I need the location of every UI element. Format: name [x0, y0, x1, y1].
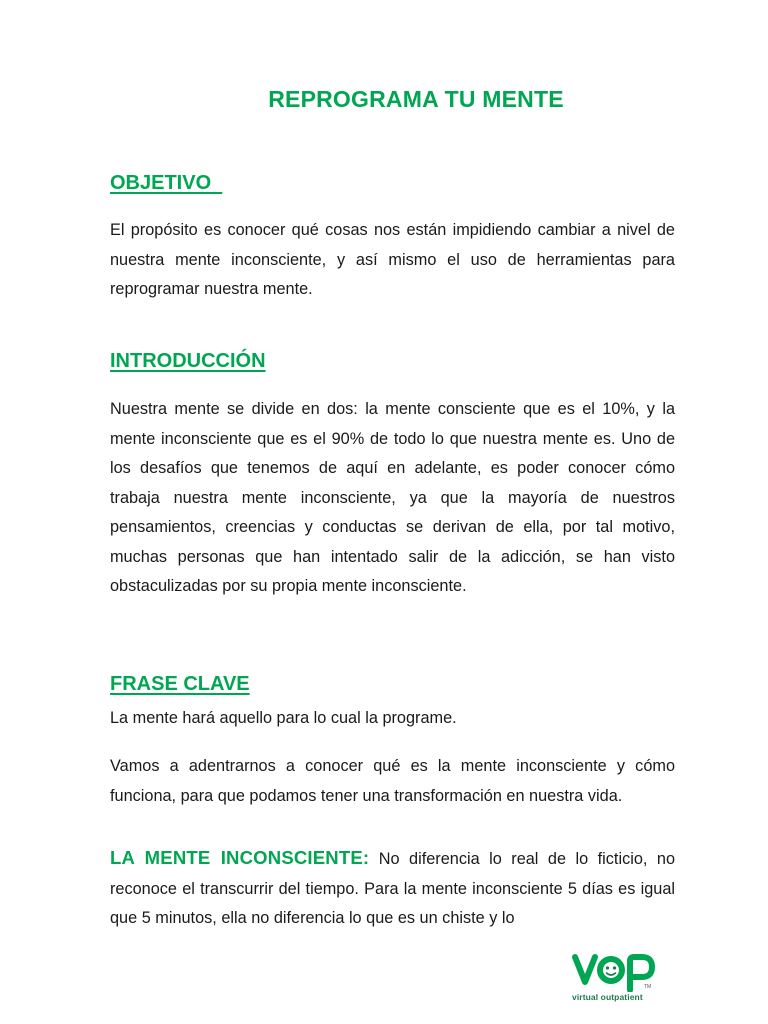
section-heading-frase-clave: FRASE CLAVE [110, 673, 250, 695]
section-mente-inconsciente [110, 843, 675, 934]
section-heading-objetivo: OBJETIVO [110, 172, 223, 194]
section-heading-introduccion: INTRODUCCIÓN [110, 350, 266, 372]
section-body-introduccion: Nuestra mente se divide en dos: la mente consciente que es el 10%, y la mente inconsciente que es el 90% de todo lo que nuestra mente es. Uno de los desafíos que tenemos de aquí en adelante, es poder conocer cómo trabaja nuestra mente inconsciente, ya que la mayoría de nuestros pensamientos, creencias y conductas se derivan de ella, por tal motivo, muchas personas que han intentado salir de la adicción, se han visto obstaculizadas por su propia mente inconsciente. [110, 400, 675, 595]
document-title: REPROGRAMA TU MENTE [268, 86, 564, 112]
logo-tagline: virtual outpatient [572, 992, 643, 1002]
logo-trademark: TM [644, 984, 652, 990]
section-body-frase-clave: Vamos a adentrarnos a conocer qué es la mente inconsciente y cómo funciona, para que podamos tener una transformación en nuestra vida. [110, 757, 675, 805]
section-heading-mente-inconsciente: LA MENTE INCONSCIENTE: [110, 847, 370, 868]
section-body-objetivo: El propósito es conocer qué cosas nos están impidiendo cambiar a nivel de nuestra mente inconsciente, y así mismo el uso de herramientas para reprogramar nuestra mente. [110, 221, 675, 298]
key-phrase-quote: La mente hará aquello para lo cual la programe. [110, 709, 457, 727]
vop-logo [572, 948, 664, 1004]
section-body-mente-inconsciente: No diferencia lo real de lo ficticio, no reconoce el transcurrir del tiempo. Para la mente inconsciente 5 días es igual que 5 minutos, ella no diferencia lo que es un chiste y lo [110, 850, 675, 927]
